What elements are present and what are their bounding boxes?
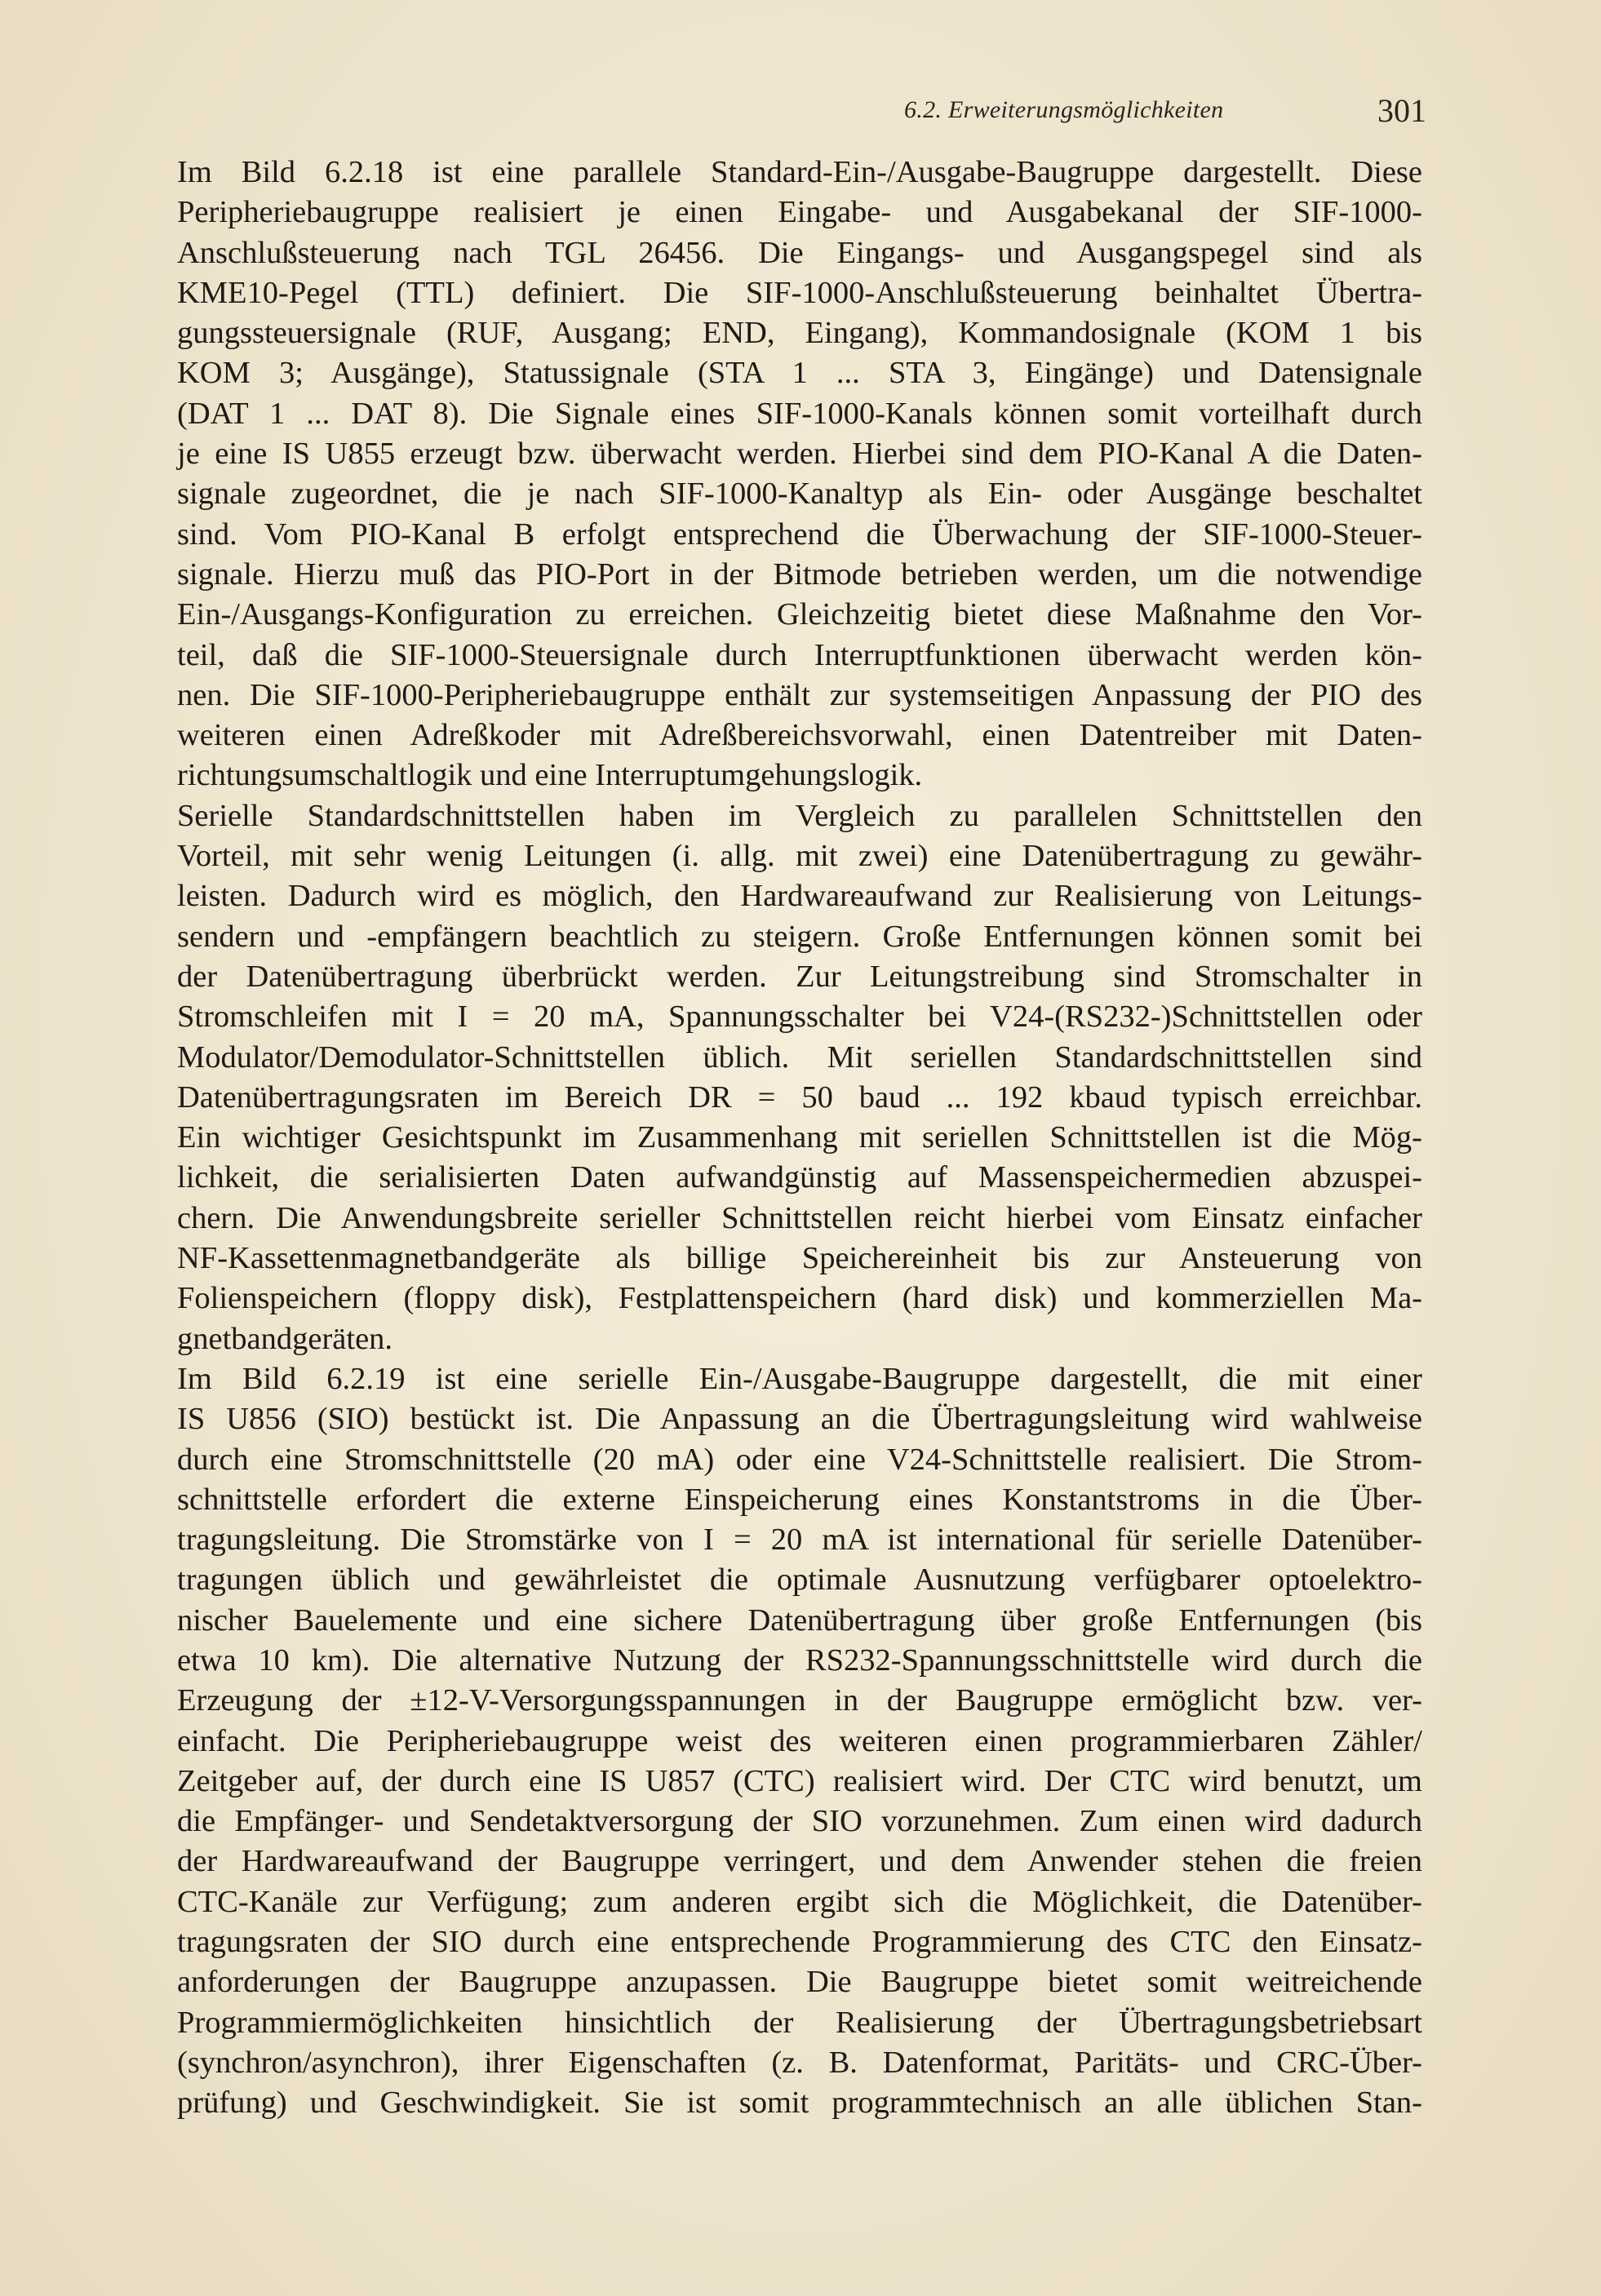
paragraph-2 <box>177 796 1422 1359</box>
text-line: signale. Hierzu muß das PIO-Port in der Bitmode betrieben werden, um die notwendige <box>177 556 1422 592</box>
text-line: anforderungen der Baugruppe anzupassen. Die Baugruppe bietet somit weitreichende <box>177 1965 1422 2000</box>
text-line: Ein wichtiger Gesichtspunkt im Zusammenhang mit seriellen Schnittstellen ist die Mög- <box>177 1120 1422 1155</box>
text-line: KME10-Pegel (TTL) definiert. Die SIF-1000-Anschlußsteuerung beinhaltet Übertra- <box>177 275 1422 310</box>
text-line: einfacht. Die Peripheriebaugruppe weist des weiteren einen programmierbaren Zähler/ <box>177 1723 1422 1758</box>
text-line: sendern und -empfängern beachtlich zu steigern. Große Entfernungen können somit bei <box>177 919 1422 954</box>
text-line: etwa 10 km). Die alternative Nutzung der RS232-Spannungsschnittstelle wird durch die <box>177 1642 1422 1678</box>
text-line: gnetbandgeräten. <box>177 1321 393 1356</box>
text-line: weiteren einen Adreßkoder mit Adreßbereichsvorwahl, einen Datentreiber mit Daten- <box>177 718 1422 753</box>
text-line: Stromschleifen mit I = 20 mA, Spannungsschalter bei V24-(RS232-)Schnittstellen oder <box>177 1000 1422 1035</box>
text-line: prüfung) und Geschwindigkeit. Sie ist somit programmtechnisch an alle üblichen Stan- <box>177 2085 1422 2121</box>
text-line: Erzeugung der ±12-V-Versorgungsspannungen in der Baugruppe ermöglicht bzw. ver- <box>177 1683 1422 1718</box>
text-line: chern. Die Anwendungsbreite serieller Schnittstellen reicht hierbei vom Einsatz einfacher <box>177 1200 1422 1235</box>
text-line: Im Bild 6.2.19 ist eine serielle Ein-/Ausgabe-Baugruppe dargestellt, die mit einer <box>177 1361 1422 1396</box>
paragraph-3 <box>177 1359 1422 2124</box>
text-line: Zeitgeber auf, der durch eine IS U857 (CTC) realisiert wird. Der CTC wird benutzt, um <box>177 1763 1422 1798</box>
text-line: sind. Vom PIO-Kanal B erfolgt entsprechend die Überwachung der SIF-1000-Steuer- <box>177 516 1422 552</box>
text-line: signale zugeordnet, die je nach SIF-1000-Kanaltyp als Ein- oder Ausgänge beschaltet <box>177 476 1422 512</box>
text-line: der Datenübertragung überbrückt werden. Zur Leitungstreibung sind Stromschalter in <box>177 959 1422 994</box>
page-number: 301 <box>1377 92 1426 129</box>
text-line: CTC-Kanäle zur Verfügung; zum anderen ergibt sich die Möglichkeit, die Datenüber- <box>177 1884 1422 1919</box>
text-line: Programmiermöglichkeiten hinsichtlich der Realisierung der Übertragungsbetriebsart <box>177 2005 1422 2040</box>
text-line: (DAT 1 ... DAT 8). Die Signale eines SIF-1000-Kanals können somit vorteilhaft durch <box>177 396 1422 431</box>
body-text <box>177 153 1422 2124</box>
text-line: KOM 3; Ausgänge), Statussignale (STA 1 ... STA 3, Eingänge) und Datensignale <box>177 356 1422 391</box>
text-line: NF-Kassettenmagnetbandgeräte als billige Speichereinheit bis zur Ansteuerung von <box>177 1241 1422 1276</box>
paragraph-1 <box>177 153 1422 796</box>
text-line: je eine IS U855 erzeugt bzw. überwacht werden. Hierbei sind dem PIO-Kanal A die Daten- <box>177 437 1422 472</box>
text-line: gungssteuersignale (RUF, Ausgang; END, Eingang), Kommandosignale (KOM 1 bis <box>177 316 1422 351</box>
text-line: Peripheriebaugruppe realisiert je einen Eingabe- und Ausgabekanal der SIF-1000- <box>177 195 1422 230</box>
text-line: leisten. Dadurch wird es möglich, den Hardwareaufwand zur Realisierung von Leitungs- <box>177 879 1422 914</box>
text-line: Serielle Standardschnittstellen haben im Vergleich zu parallelen Schnittstellen den <box>177 798 1422 833</box>
text-line: der Hardwareaufwand der Baugruppe verringert, und dem Anwender stehen die freien <box>177 1844 1422 1879</box>
text-line: tragungsleitung. Die Stromstärke von I = 20 mA ist international für serielle Datenüber- <box>177 1523 1422 1558</box>
text-line: Datenübertragungsraten im Bereich DR = 50 baud ... 192 kbaud typisch erreichbar. <box>177 1079 1422 1115</box>
text-line: Folienspeichern (floppy disk), Festplattenspeichern (hard disk) und kommerziellen Ma- <box>177 1281 1422 1316</box>
text-line: IS U856 (SIO) bestückt ist. Die Anpassung an die Übertragungsleitung wird wahlweise <box>177 1402 1422 1437</box>
text-line: Anschlußsteuerung nach TGL 26456. Die Eingangs- und Ausgangspegel sind als <box>177 235 1422 270</box>
text-line: schnittstelle erfordert die externe Einspeicherung eines Konstantstroms in die Über- <box>177 1482 1422 1517</box>
running-head <box>904 91 1426 134</box>
text-line: Vorteil, mit sehr wenig Leitungen (i. allg. mit zwei) eine Datenübertragung zu gewähr- <box>177 839 1422 874</box>
text-line: nen. Die SIF-1000-Peripheriebaugruppe enthält zur systemseitigen Anpassung der PIO des <box>177 677 1422 712</box>
text-line: Im Bild 6.2.18 ist eine parallele Standard-Ein-/Ausgabe-Baugruppe dargestellt. Diese <box>177 155 1422 189</box>
text-line: tragungsraten der SIO durch eine entsprechende Programmierung des CTC den Einsatz- <box>177 1925 1422 1960</box>
text-line: richtungsumschaltlogik und eine Interruptumgehungslogik. <box>177 758 923 793</box>
text-line: Ein-/Ausgangs-Konfiguration zu erreichen. Gleichzeitig bietet diese Maßnahme den Vor- <box>177 597 1422 632</box>
text-line: (synchron/asynchron), ihrer Eigenschaften (z. B. Datenformat, Paritäts- und CRC-Über- <box>177 2045 1422 2080</box>
text-line: tragungen üblich und gewährleistet die optimale Ausnutzung verfügbarer optoelektro- <box>177 1562 1422 1598</box>
text-line: durch eine Stromschnittstelle (20 mA) oder eine V24-Schnittstelle realisiert. Die Strom- <box>177 1442 1422 1477</box>
running-title: 6.2. Erweiterungsmöglichkeiten <box>904 96 1224 123</box>
text-line: die Empfänger- und Sendetaktversorgung der SIO vorzunehmen. Zum einen wird dadurch <box>177 1804 1422 1839</box>
text-line: lichkeit, die serialisierten Daten aufwandgünstig auf Massenspeichermedien abzuspei- <box>177 1160 1422 1195</box>
text-line: nischer Bauelemente und eine sichere Datenübertragung über große Entfernungen (bis <box>177 1602 1422 1638</box>
text-line: teil, daß die SIF-1000-Steuersignale durch Interruptfunktionen überwacht werden kön- <box>177 637 1422 672</box>
text-line: Modulator/Demodulator-Schnittstellen üblich. Mit seriellen Standardschnittstellen sind <box>177 1039 1422 1075</box>
